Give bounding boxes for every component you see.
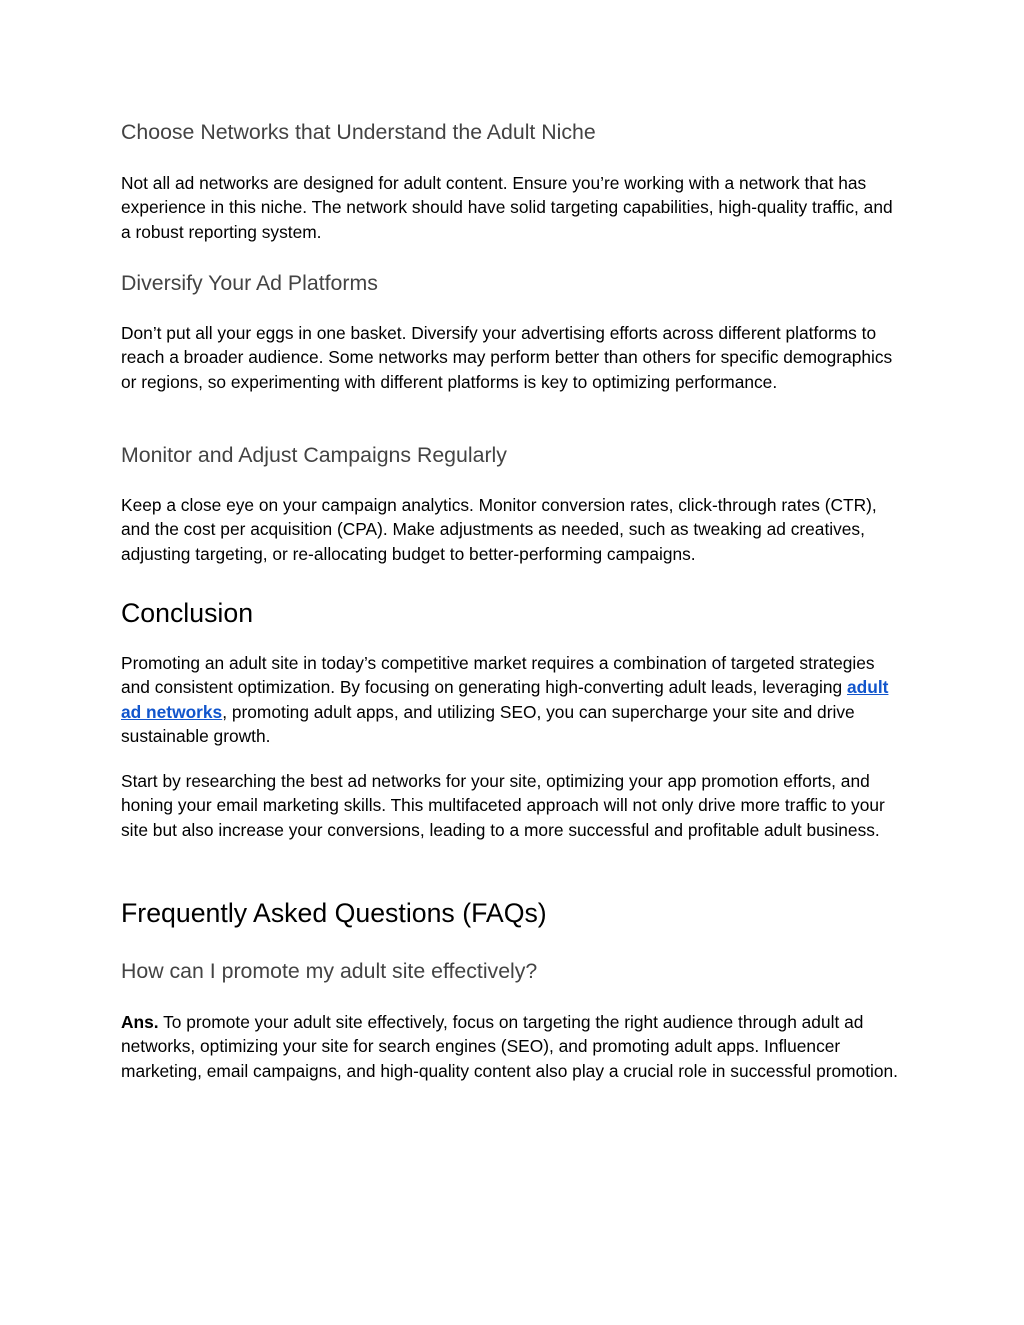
heading-faqs: Frequently Asked Questions (FAQs) <box>121 898 547 928</box>
answer-label: Ans. <box>121 1012 159 1032</box>
heading-choose-networks: Choose Networks that Understand the Adult Niche <box>121 120 596 144</box>
adult-ad-networks-link[interactable]: adult ad networks <box>121 677 889 722</box>
conclusion-text-after-link: , promoting adult apps, and utilizing SEO, you can supercharge your site and drive sustainable growth. <box>121 701 855 747</box>
faq-question-1: How can I promote my adult site effectively? <box>121 959 538 983</box>
paragraph-monitor: Keep a close eye on your campaign analytics. Monitor conversion rates, click-through rates (CTR), and the cost per acquisition (CPA). Make adjustments as needed, such as tweaking ad creatives, adjusting targeting, or re-allocating budget to better-performing campaigns. <box>121 495 877 564</box>
paragraph-choose-networks: Not all ad networks are designed for adult content. Ensure you’re working with a network that has experience in this niche. The network should have solid targeting capabilities, high-quality traffic, and a robust reporting system. <box>121 173 893 242</box>
conclusion-text-before-link: Promoting an adult site in today’s competitive market requires a combination of targeted strategies and consistent optimization. By focusing on generating high-converting adult leads, leveraging <box>121 653 875 698</box>
heading-conclusion: Conclusion <box>121 598 254 628</box>
answer-text: To promote your adult site effectively, focus on targeting the right audience through adult ad networks, optimizing your site for search engines (SEO), and promoting adult apps. Influencer marketing, email campaigns, and high-quality content also play a crucial role in successful promotion. <box>121 1012 899 1081</box>
paragraph-diversify: Don’t put all your eggs in one basket. Diversify your advertising efforts across different platforms to reach a broader audience. Some networks may perform better than others for specific demographics or regions, so experimenting with different platforms is key to optimizing performance. <box>121 323 893 392</box>
paragraph-conclusion-1 <box>121 651 906 749</box>
heading-diversify: Diversify Your Ad Platforms <box>121 271 378 295</box>
paragraph-conclusion-2: Start by researching the best ad networks for your site, optimizing your app promotion efforts, and honing your email marketing skills. This multifaceted approach will not only drive more traffic to your site but also increase your conversions, leading to a more successful and profitable adult business. <box>121 771 885 840</box>
faq-answer-1 <box>121 1010 906 1083</box>
heading-monitor: Monitor and Adjust Campaigns Regularly <box>121 443 507 467</box>
